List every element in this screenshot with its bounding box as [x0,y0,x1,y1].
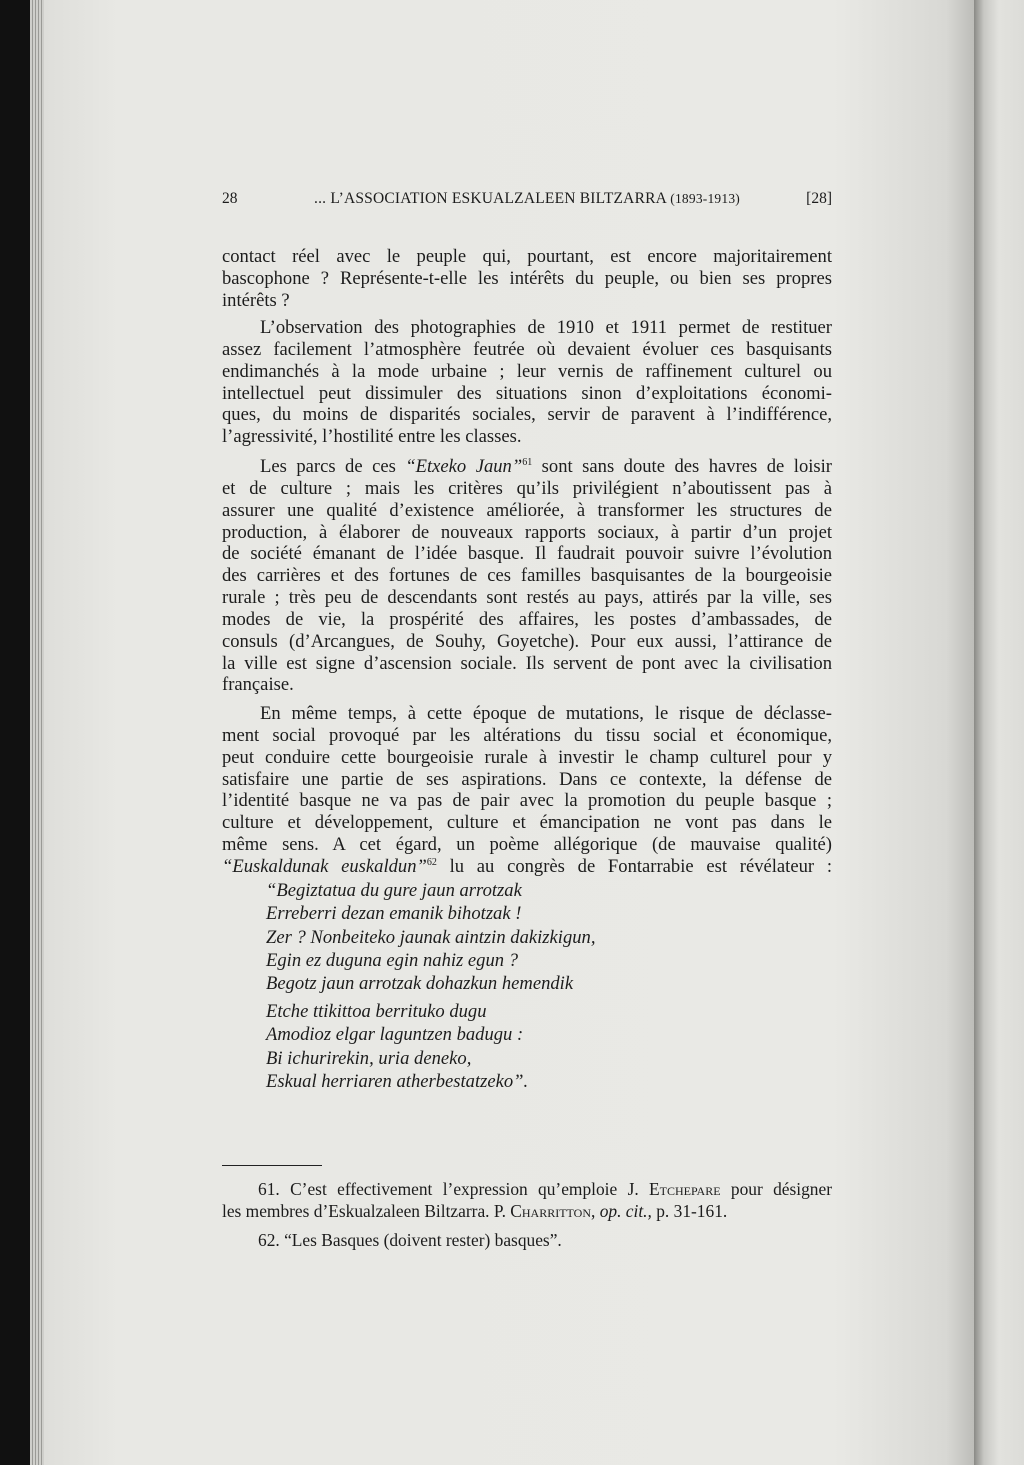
text-span: de société émanant de l’idée basque. Il faudrait pouvoir suivre l’évolution [222,543,832,565]
running-title [222,190,832,208]
bracket-page-number: [28] [806,190,832,207]
text-line [222,361,832,383]
text-line [222,769,832,791]
poem-line: “Begiztatua du gure jaun arrotzak [266,880,522,901]
text-span: modes de vie, la prospérité des affaires, les postes d’ambassades, de [222,608,832,630]
footnote-rule [222,1165,322,1166]
text-span: “Etxeko Jaun” [405,456,523,477]
text-line [222,856,832,878]
text-span: Charritton [510,1200,592,1221]
text-line [222,631,832,653]
text-line [222,426,832,448]
footnote [222,1230,832,1252]
text-line [222,290,832,312]
text-line [222,383,832,405]
poem-line: Begotz jaun arrotzak dohazkun hemendik [266,973,574,995]
text-span: , [591,1200,600,1221]
text-span: En même temps, à cette époque de mutations, le risque de déclasse- [260,703,832,724]
text-line [222,1230,832,1252]
text-span: bascophone ? Représente-t-elle les intérêts du peuple, ou bien ses propres [222,267,832,289]
text-line [222,456,832,478]
text-span: production, à élaborer de nouveaux rapports sociaux, à partir d’un projet [222,521,832,543]
text-line [222,543,832,565]
poem-line: Erreberri dezan emanik bihotzak ! [266,903,522,925]
text-span: consuls (d’Arcangues, de Souhy, Goyetche). Pour eux aussi, l’attirance de [222,630,832,652]
page-edges [30,0,44,1465]
next-page-edge [974,0,1024,1465]
text-line [222,609,832,631]
running-header [222,190,832,212]
text-span: pour désigner [720,1179,832,1199]
text-line [222,246,832,268]
text-line [222,812,832,834]
text-span: assez facilement l’atmosphère feutrée où devaient évoluer ces basquisants [222,338,832,360]
text-line [222,317,832,339]
poem-line: Eskual herriaren atherbestatzeko”. [266,1070,529,1092]
running-title-text: ... L’ASSOCIATION ESKUALZALEEN BILTZARRA [314,190,667,207]
text-span: rurale ; très peu de descendants sont restés au pays, attirés par la ville, ses [222,587,832,609]
text-line [222,747,832,769]
text-span: l’identité basque ne va pas de pair avec la promotion du peuple basque ; [222,790,832,812]
text-line [222,565,832,587]
text-line [222,268,832,290]
text-line [222,1201,832,1223]
text-line [222,404,832,426]
text-span: contact réel avec le peuple qui, pourtant, est encore majoritairement [222,246,832,267]
footnote [222,1179,832,1223]
text-span: op. cit., [599,1200,652,1221]
text-span: ques, du moins de disparités sociales, servir de paravent à l’indifférence, [222,404,832,426]
poem-line: Amodioz elgar laguntzen badugu : [266,1024,524,1046]
text-span: même sens. A cet égard, un poème allégorique (de mauvaise qualité) [222,834,832,856]
text-span: la ville est signe d’ascension sociale. Ils servent de pont avec la civilisation [222,652,832,674]
text-span: les membres d’Eskualzaleen Biltzarra. P. [222,1200,511,1221]
paragraph [222,456,832,696]
text-span: lu au congrès de Fontarrabie est révélateur : [436,855,832,877]
text-span: intellectuel peut dissimuler des situations sinon d’exploitations économi- [222,382,832,404]
poem-line: Egin ez duguna egin nahiz egun ? [266,949,519,971]
text-line [222,522,832,544]
text-span: intérêts ? [222,289,290,311]
text-span: “Euskaldunak euskaldun” [222,855,427,877]
text-line [222,339,832,361]
text-span: assurer une qualité d’existence améliorée, à transformer les structures de [222,499,832,521]
text-line [222,653,832,675]
scan-border [0,0,30,1465]
text-span: Etchepare [649,1179,721,1199]
running-title-years: (1893-1913) [670,191,740,206]
paragraph [222,246,832,312]
text-span: des carrières et des fortunes de ces familles basquisantes de la bourgeoisie [222,565,832,587]
text-span: endimanchés à la mode urbaine ; leur vernis de raffinement culturel ou [222,360,832,382]
text-line [222,1179,832,1201]
text-line [222,834,832,856]
text-span: Les parcs de ces [260,456,406,477]
text-span: et de culture ; mais les critères qu’ils privilégient n’aboutissent pas à [222,477,832,499]
footnote-ref: 61 [522,457,533,468]
text-span: 62. “Les Basques (doivent rester) basques”. [258,1230,562,1250]
text-span: française. [222,674,294,696]
text-span: L’observation des photographies de 1910 et 1911 permet de restituer [260,317,832,338]
footnote-ref: 62 [426,856,437,868]
poem-stanza [266,879,596,995]
text-line [222,790,832,812]
text-span: 61. C’est effectivement l’expression qu’emploie J. [258,1179,650,1199]
text-line [222,674,832,696]
text-line [222,587,832,609]
text-line [222,478,832,500]
text-line [222,500,832,522]
text-span: sont sans doute des havres de loisir [532,456,832,477]
poem-stanza [266,1000,528,1093]
text-span: culture et développement, culture et émancipation ne vont pas dans le [222,812,832,834]
page-number: 28 [222,190,238,207]
poem-line: Etche ttikittoa berrituko dugu [266,1001,487,1022]
paragraph [222,703,832,878]
text-span: peut conduire cette bourgeoisie rurale à investir le champ culturel pour y [222,746,832,768]
paragraph [222,317,832,448]
text-span: ment social provoqué par les altérations du tissu social et économique, [222,724,832,746]
poem-line: Zer ? Nonbeiteko jaunak aintzin dakizkigun, [266,926,596,948]
text-line [222,725,832,747]
text-line [222,703,832,725]
text-span: satisfaire une partie de ses aspirations. Dans ce contexte, la défense de [222,768,832,790]
text-span: p. 31-161. [651,1200,728,1221]
poem-line: Bi ichurirekin, uria deneko, [266,1047,472,1069]
text-span: l’agressivité, l’hostilité entre les classes. [222,426,522,448]
